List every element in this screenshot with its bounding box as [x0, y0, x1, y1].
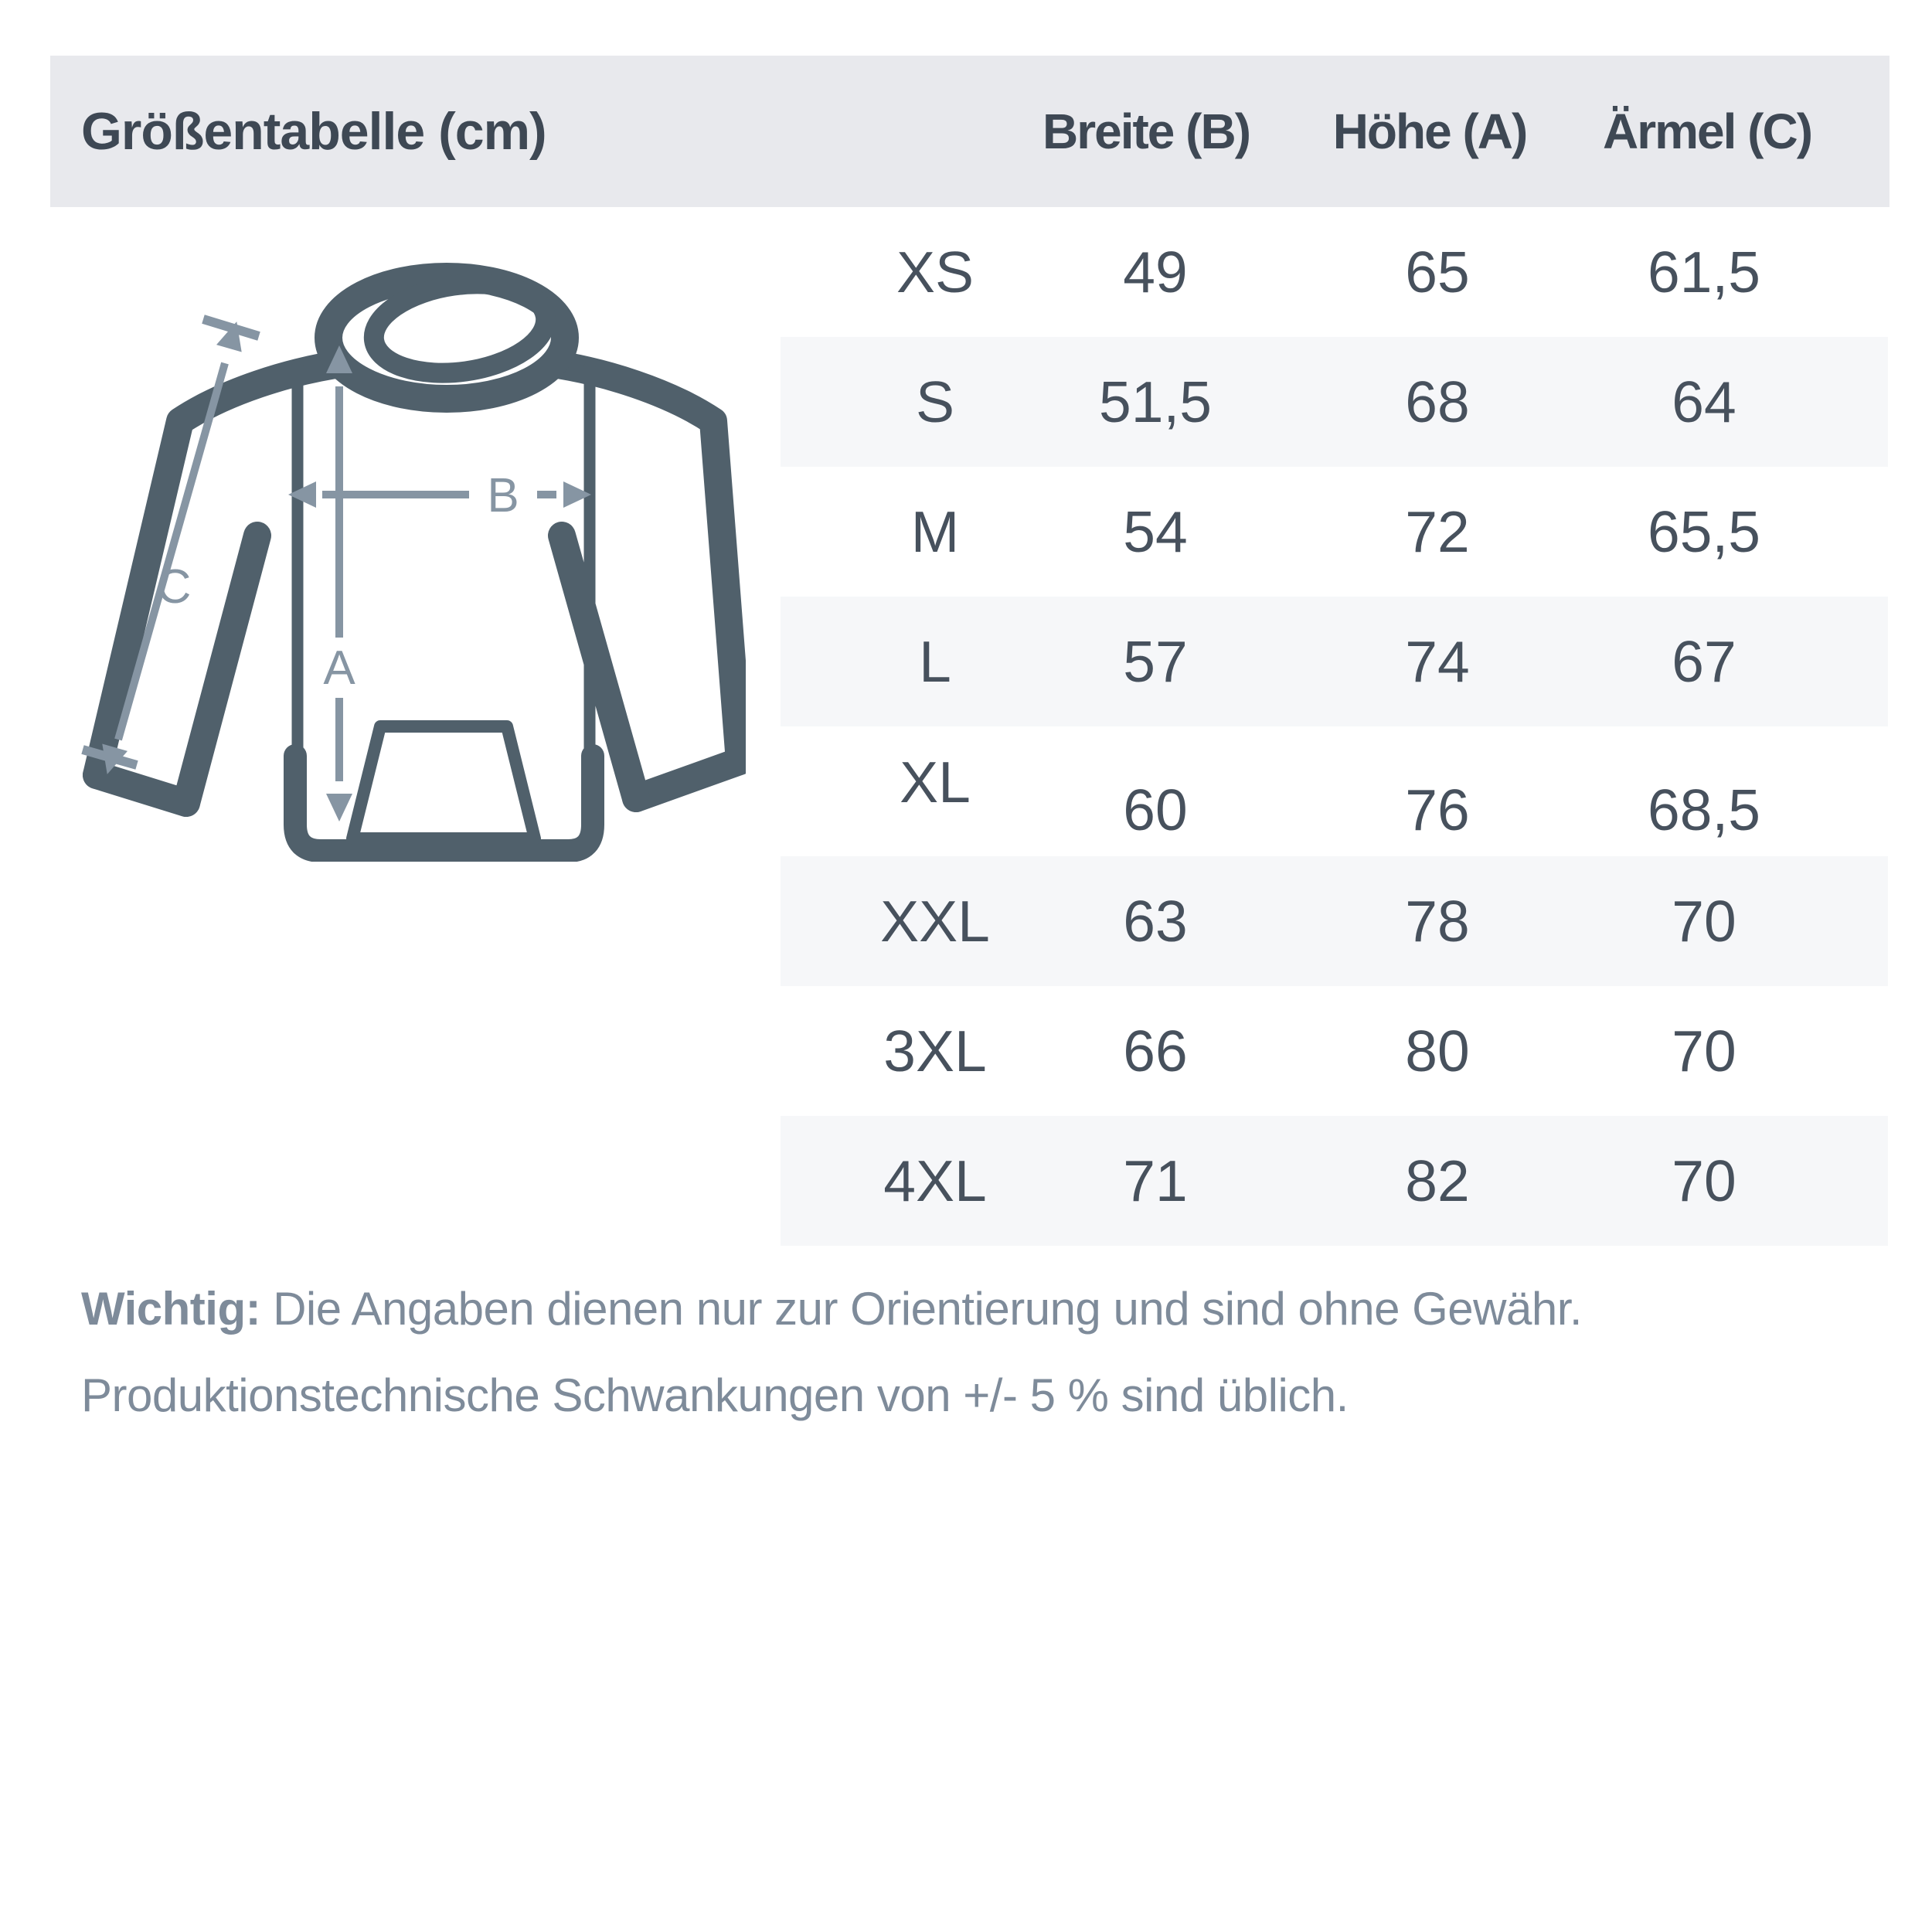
aermel-value: 65,5 — [1648, 499, 1760, 564]
disclaimer-note — [81, 1266, 1889, 1439]
disclaimer-text-2: Produktionstechnische Schwankungen von +/- 5 % sind üblich. — [81, 1369, 1349, 1421]
disclaimer-prefix: Wichtig: — [81, 1283, 261, 1335]
aermel-value: 61,5 — [1648, 240, 1760, 304]
breite-value: 54 — [1123, 499, 1188, 564]
measure-label-a: A — [323, 641, 355, 695]
hoehe-value: 72 — [1405, 499, 1470, 564]
size-label: S — [915, 369, 955, 434]
hoodie-measurement-diagram — [73, 220, 746, 862]
breite-value: 66 — [1123, 1019, 1188, 1083]
breite-value: 63 — [1123, 889, 1188, 954]
hoehe-value: 76 — [1405, 777, 1470, 842]
hoehe-value: 74 — [1405, 629, 1470, 694]
aermel-value: 70 — [1672, 889, 1736, 954]
breite-value: 60 — [1123, 777, 1188, 842]
aermel-value: 64 — [1672, 369, 1736, 434]
page-title: Größentabelle (cm) — [81, 102, 546, 161]
size-label: 3XL — [883, 1019, 987, 1083]
measure-label-b: B — [487, 469, 519, 522]
table-row — [0, 986, 1932, 1116]
breite-value: 51,5 — [1099, 369, 1212, 434]
measure-label-c: C — [156, 560, 192, 614]
size-label: M — [910, 499, 960, 564]
hoehe-value: 80 — [1405, 1019, 1470, 1083]
hoodie-left-cuff — [97, 775, 186, 803]
size-label: XS — [896, 240, 975, 304]
table-row — [0, 856, 1932, 986]
disclaimer-text-1: Die Angaben dienen nur zur Orientierung und sind ohne Gewähr. — [273, 1283, 1583, 1335]
hoehe-value: 68 — [1405, 369, 1470, 434]
breite-value: 49 — [1123, 240, 1188, 304]
hoehe-value: 65 — [1405, 240, 1470, 304]
breite-value: 57 — [1123, 629, 1188, 694]
size-label: XL — [900, 750, 971, 815]
column-header-breite: Breite (B) — [1042, 104, 1250, 159]
breite-value: 71 — [1123, 1148, 1188, 1213]
hoodie-left-sleeve-inner — [186, 536, 257, 803]
size-label: 4XL — [883, 1148, 987, 1213]
disclaimer-line-1 — [81, 1266, 1889, 1352]
table-row — [0, 1116, 1932, 1246]
aermel-value: 70 — [1672, 1148, 1736, 1213]
aermel-value: 67 — [1672, 629, 1736, 694]
hoodie-illustration — [73, 220, 746, 862]
size-label: XXL — [880, 889, 990, 954]
hoodie-pocket — [352, 726, 535, 838]
size-label: L — [919, 629, 951, 694]
aermel-value: 70 — [1672, 1019, 1736, 1083]
column-header-aermel: Ärmel (C) — [1602, 104, 1812, 159]
hoehe-value: 78 — [1405, 889, 1470, 954]
hoodie-right-cuff — [636, 761, 740, 798]
hoehe-value: 82 — [1405, 1148, 1470, 1213]
disclaimer-line-2 — [81, 1352, 1889, 1439]
aermel-value: 68,5 — [1648, 777, 1760, 842]
column-header-hoehe: Höhe (A) — [1332, 104, 1527, 159]
arrow-a-head-bottom — [326, 794, 352, 821]
